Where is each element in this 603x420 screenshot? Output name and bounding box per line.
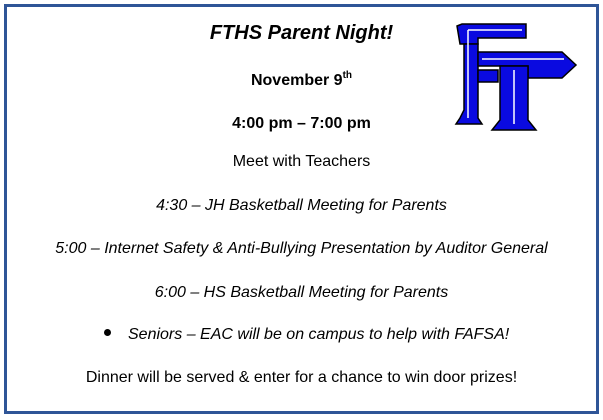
bullet-dot — [104, 329, 111, 336]
event-date-suffix: th — [342, 70, 353, 81]
flyer-title: FTHS Parent Night! — [209, 22, 394, 44]
seniors-bullet-text: Seniors – EAC will be on campus to help with FAFSA! — [128, 326, 510, 343]
dinner-text: Dinner will be served & enter for a chance to win door prizes! — [85, 369, 518, 386]
schedule-item-jh-basketball: 4:30 – JH Basketball Meeting for Parents — [156, 197, 447, 214]
schedule-item-hs-basketball: 6:00 – HS Basketball Meeting for Parents — [154, 284, 449, 301]
seniors-bullet — [104, 326, 509, 344]
logo-f-middle-bar — [478, 70, 498, 82]
meet-teachers-text: Meet with Teachers — [232, 153, 371, 170]
event-time: 4:00 pm – 7:00 pm — [232, 115, 371, 132]
event-date-text: November 9 — [250, 72, 343, 89]
schedule-item-internet-safety: 5:00 – Internet Safety & Anti-Bullying Presentation by Auditor General — [55, 240, 548, 257]
ft-monogram-icon — [452, 20, 578, 136]
